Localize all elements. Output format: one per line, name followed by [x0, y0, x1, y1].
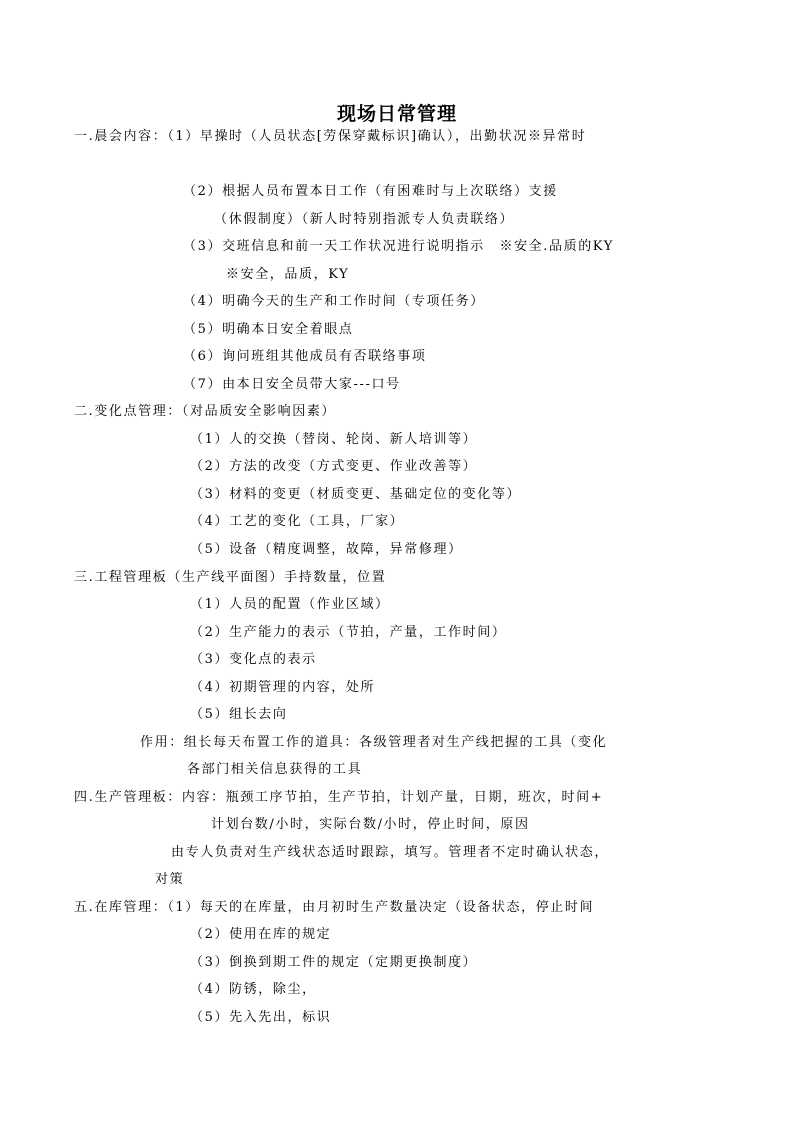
section-5-item-3: （3）倒换到期工件的规定（定期更换制度）	[190, 955, 478, 970]
section-1-item-4: （4）明确今天的生产和工作时间（专项任务）	[183, 294, 485, 309]
section-3-item-4: （4）初期管理的内容，处所	[190, 680, 376, 695]
section-3-heading: 三.工程管理板（生产线平面图）手持数量，位置	[74, 570, 387, 585]
section-1-item-3-continued: ※安全，品质，KY	[226, 267, 350, 282]
section-3-item-2: （2）生产能力的表示（节拍，产量，工作时间）	[190, 625, 507, 640]
section-2-item-2: （2）方法的改变（方式变更、作业改善等）	[190, 459, 478, 474]
section-4-countermeasure: 对策	[155, 872, 185, 887]
section-3-purpose: 作用：组长每天布置工作的道具：各级管理者对生产线把握的工具（变化	[140, 735, 608, 750]
section-5-item-5: （5）先入先出，标识	[190, 1010, 332, 1025]
section-2-item-4: （4）工艺的变化（工具，厂家）	[190, 514, 405, 529]
section-2-item-5: （5）设备（精度调整，故障，异常修理）	[190, 542, 463, 557]
section-1-heading-line: 一.晨会内容：（1）早操时（人员状态[劳保穿戴标识]确认），出勤状况※异常时	[74, 129, 587, 144]
section-4-heading: 四.生产管理板：内容：瓶颈工序节拍，生产节拍，计划产量，日期，班次，时间+	[74, 790, 604, 805]
section-1-item-5: （5）明确本日安全着眼点	[183, 322, 354, 337]
section-5-heading: 五.在库管理：（1）每天的在库量，由月初时生产数量决定（设备状态，停止时间	[74, 900, 595, 915]
section-5-item-4: （4）防锈，除尘，	[190, 982, 317, 997]
section-4-content-continued: 计划台数/小时，实际台数/小时，停止时间，原因	[211, 817, 530, 832]
section-1-item-6: （6）询问班组其他成员有否联络事项	[183, 349, 427, 364]
section-2-heading: 二.变化点管理：（对品质安全影响因素）	[74, 404, 337, 419]
section-1-item-3: （3）交班信息和前一天工作状况进行说明指示 ※安全.品质的KY	[183, 239, 614, 254]
section-4-tracking: 由专人负责对生产线状态适时跟踪，填写。管理者不定时确认状态，	[171, 845, 610, 860]
section-5-item-2: （2）使用在库的规定	[190, 927, 332, 942]
section-3-item-1: （1）人员的配置（作业区域）	[190, 597, 390, 612]
section-3-item-3: （3）变化点的表示	[190, 652, 317, 667]
section-3-purpose-continued: 各部门相关信息获得的工具	[187, 762, 363, 777]
section-1-item-2: （2）根据人员布置本日工作（有困难时与上次联络）支援	[183, 184, 558, 199]
section-2-item-1: （1）人的交换（替岗、轮岗、新人培训等）	[190, 432, 478, 447]
page-title: 现场日常管理	[336, 103, 457, 125]
section-1-item-2-continued: （休假制度）（新人时特别指派专人负责联络）	[214, 212, 515, 227]
section-3-item-5: （5）组长去向	[190, 707, 288, 722]
section-1-item-7: （7）由本日安全员带大家---口号	[183, 377, 401, 392]
section-2-item-3: （3）材料的变更（材质变更、基础定位的变化等）	[190, 487, 522, 502]
